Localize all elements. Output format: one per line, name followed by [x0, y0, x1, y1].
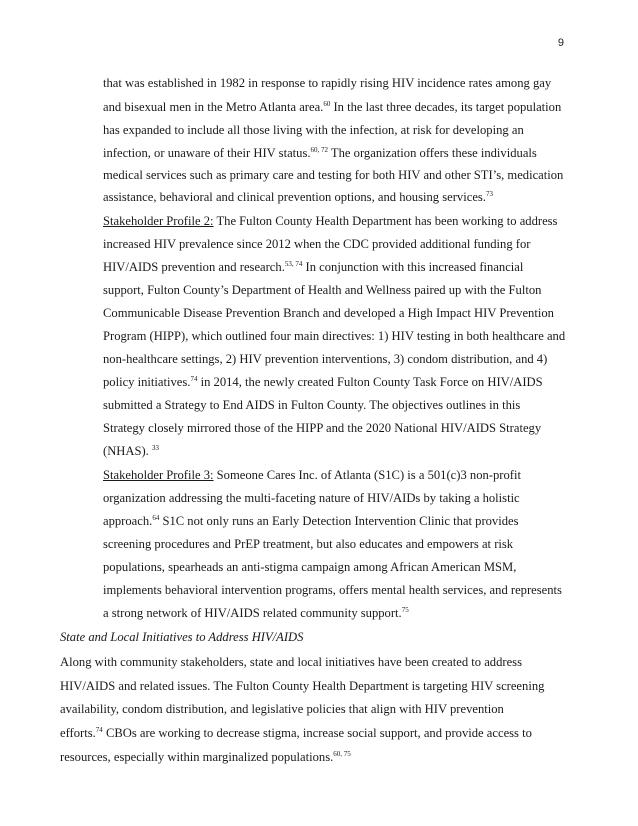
text-line: screening procedures and PrEP treatment, but also educates and empowers at risk — [103, 537, 514, 551]
text-line: has expanded to include all those living with the infection, at risk for developing an — [103, 123, 524, 137]
citation: 60, 75 — [333, 750, 351, 758]
stakeholder-profile-label: Stakeholder Profile 2: — [103, 214, 214, 228]
section-heading: State and Local Initiatives to Address HIV/AIDS — [60, 630, 304, 644]
citation: 74 — [95, 726, 103, 734]
citation: 53, 74 — [284, 260, 303, 268]
citation: 74 — [190, 375, 198, 383]
text-line: Strategy closely mirrored those of the HIPP and the 2020 National HIV/AIDS Strategy — [103, 421, 542, 435]
citation: 73 — [485, 190, 493, 198]
citation: 60 — [323, 100, 331, 108]
text-line: organization addressing the multi-faceting nature of HIV/AIDs by taking a holistic — [103, 491, 520, 505]
text-line: efforts.$^{74}$ CBOs are working to decrease stigma, increase social support, and provide access to — [60, 726, 532, 740]
text-line: Along with community stakeholders, state and local initiatives have been created to address — [60, 655, 522, 669]
text-line: implements behavioral intervention programs, offers mental health services, and represents — [103, 583, 562, 597]
text-line: support, Fulton County’s Department of Health and Wellness paired up with the Fulton — [103, 283, 542, 297]
text-line: Communicable Disease Prevention Branch and developed a High Impact HIV Prevention — [103, 306, 554, 320]
text-line: policy initiatives.$^{74}$ in 2014, the newly created Fulton County Task Force on HIV/AIDS — [103, 375, 543, 389]
citation: 60, 72 — [310, 146, 329, 154]
text-line: approach.$^{64}$ S1C not only runs an Early Detection Intervention Clinic that provides — [103, 514, 519, 528]
text-line: submitted a Strategy to End AIDS in Fulton County. The objectives outlines in this — [103, 398, 521, 412]
text-line: that was established in 1982 in response to rapidly rising HIV incidence rates among gay — [103, 76, 552, 90]
text-line: a strong network of HIV/AIDS related community support.$^{75}$ — [103, 606, 409, 620]
text-line: HIV/AIDS and related issues. The Fulton County Health Department is targeting HIV screening — [60, 679, 545, 693]
citation: 75 — [401, 606, 409, 614]
text-line: Stakeholder Profile 2: The Fulton County Health Department has been working to address — [103, 214, 558, 228]
text-line: resources, especially within marginalized populations.$^{60, 75}$ — [60, 750, 351, 764]
text-line: non-healthcare settings, 2) HIV prevention interventions, 3) condom distribution, and 4) — [103, 352, 548, 366]
text-line: availability, condom distribution, and legislative policies that align with HIV prevention — [60, 702, 504, 716]
citation: 33 — [151, 444, 159, 452]
text-line: assistance, behavioral and clinical prevention options, and housing services.$^{73}$ — [103, 190, 493, 204]
text-line: increased HIV prevalence since 2012 when the CDC provided additional funding for — [103, 237, 531, 251]
stakeholder-profile-label: Stakeholder Profile 3: — [103, 468, 214, 482]
text-line: populations, spearheads an anti-stigma campaign among African American MSM, — [103, 560, 517, 574]
text-line: and bisexual men in the Metro Atlanta area.$^{60}$ In the last three decades, its target population — [103, 100, 562, 114]
text-line: Stakeholder Profile 3: Someone Cares Inc. of Atlanta (S1C) is a 501(c)3 non-profit — [103, 468, 521, 482]
citation: 64 — [152, 514, 160, 522]
page-number: 9 — [557, 37, 564, 49]
text-line: HIV/AIDS prevention and research.$^{53, 74}$ In conjunction with this increased financial — [103, 260, 524, 274]
text-line: infection, or unaware of their HIV status.$^{60, 72}$ The organization offers these individuals — [103, 146, 537, 160]
text-line: Program (HIPP), which outlined four main directives: 1) HIV testing in both healthcare and — [103, 329, 566, 343]
text-line: (NHAS). $^{33}$ — [103, 444, 159, 458]
text-line: medical services such as primary care and testing for both HIV and other STI’s, medication — [103, 168, 564, 182]
